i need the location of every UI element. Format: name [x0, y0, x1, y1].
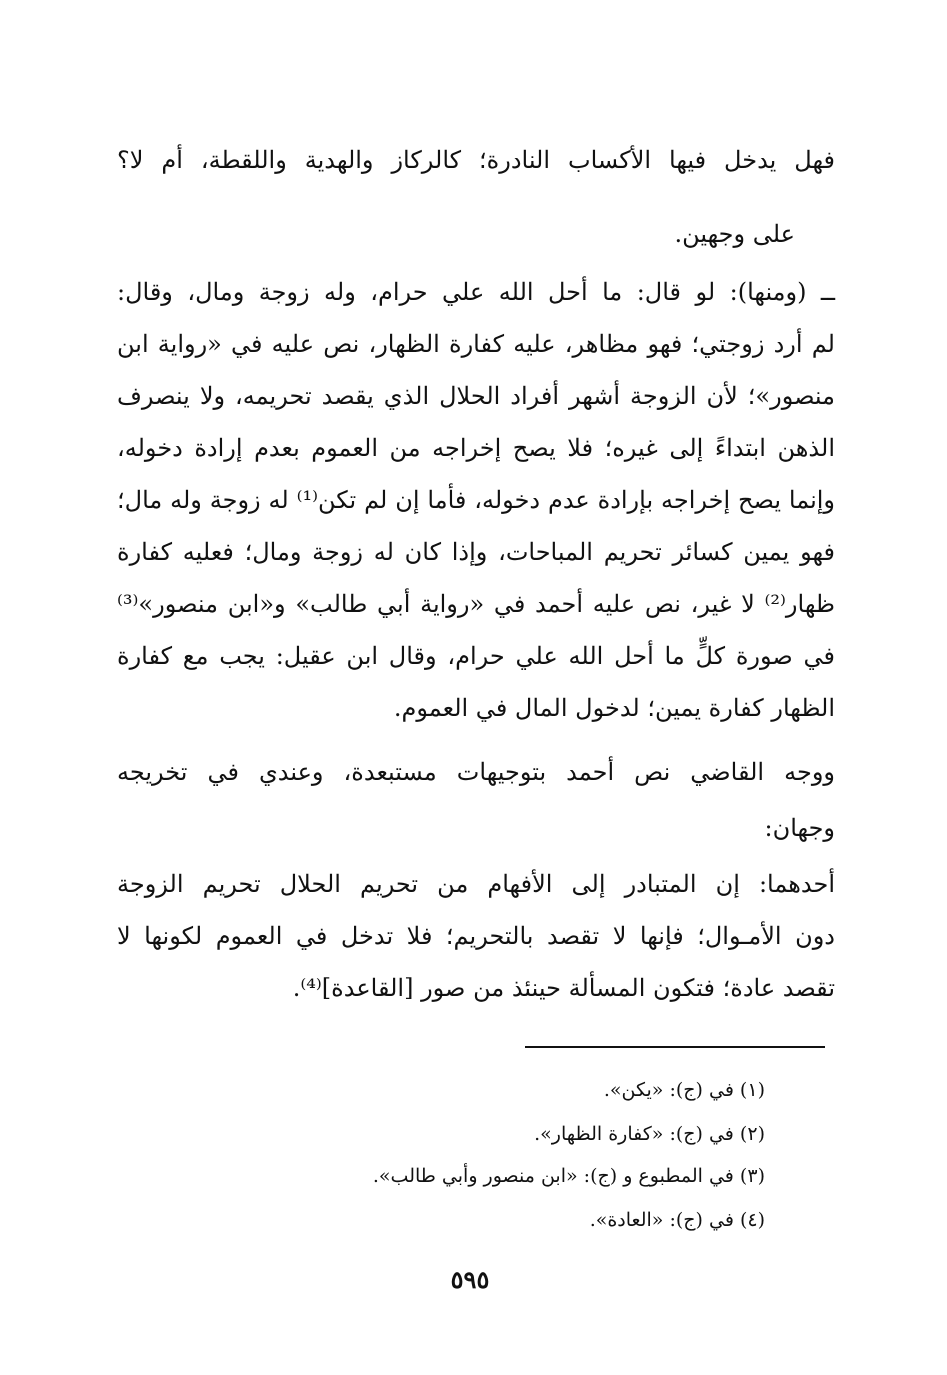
body-line-8: فهو يمين كسائر تحريم المباحات، وإذا كان له زوجة ومال؛ فعليه كفارة [117, 538, 835, 566]
body-line-15: دون الأمـوال؛ فإنها لا تقصد بالتحريم؛ فلا تدخل في العموم لكونها لا [117, 922, 835, 950]
body-line-5: منصور»؛ لأن الزوجة أشهر أفراد الحلال الذي يقصد تحريمه، ولا ينصرف [117, 382, 835, 410]
body-line-12: ووجه القاضي نص أحمد بتوجيهات مستبعدة، وعندي في تخريجه [117, 758, 835, 786]
body-line-4: لم أرد زوجتي؛ فهو مظاهر، عليه كفارة الظهار، نص عليه في «رواية ابن [117, 330, 835, 358]
footnote-divider [525, 1046, 825, 1048]
body-line-14: أحدهما: إن المتبادر إلى الأفهام من تحريم الحلال تحريم الزوجة [117, 870, 835, 898]
body-line-6: الذهن ابتداءً إلى غيره؛ فلا يصح إخراجه من العموم بعدم إرادة دخوله، [117, 434, 835, 462]
footnote-3: (٣) في المطبوع و (ج): «ابن منصور وأبي طالب». [372, 1165, 765, 1187]
body-line-9: ظهار⁽²⁾ لا غير، نص عليه أحمد في «رواية أبي طالب» و«ابن منصور»⁽³⁾ [117, 590, 835, 618]
body-line-1: فهل يدخل فيها الأكساب النادرة؛ كالركاز والهدية واللقطة، أم لا؟ [117, 146, 835, 174]
footnote-4: (٤) في (ج): «العادة». [589, 1209, 765, 1231]
footnote-1: (١) في (ج): «يكن». [603, 1079, 765, 1101]
body-line-13: وجهان: [764, 814, 835, 842]
footnote-2: (٢) في (ج): «كفارة الظهار». [534, 1123, 765, 1145]
body-line-7: وإنما يصح إخراجه بإرادة عدم دخوله، فأما إن لم تكن⁽¹⁾ له زوجة وله مال؛ [117, 486, 836, 514]
body-line-3: ــ (ومنها): لو قال: ما أحل الله علي حرام، وله زوجة ومال، وقال: [117, 278, 835, 306]
body-line-10: في صورة كلٍّ ما أحل الله علي حرام، وقال ابن عقيل: يجب مع كفارة [117, 642, 835, 670]
body-line-16: تقصد عادة؛ فتكون المسألة حينئذ من صور [القاعدة]⁽⁴⁾. [292, 974, 835, 1002]
page-number: ٥٩٥ [450, 1265, 490, 1294]
body-line-11: الظهار كفارة يمين؛ لدخول المال في العموم. [393, 694, 835, 722]
body-line-2: على وجهين. [674, 220, 795, 248]
